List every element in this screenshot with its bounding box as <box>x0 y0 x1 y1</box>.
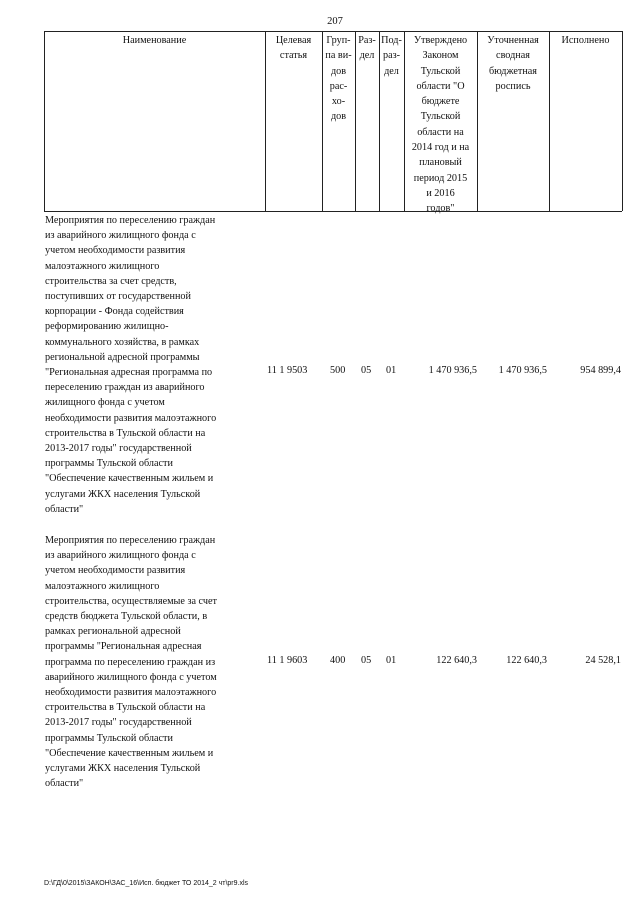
col-divider <box>549 31 550 211</box>
row-refined: 1 470 936,5 <box>498 365 547 376</box>
row-section: 05 <box>361 365 372 376</box>
row-subsection: 01 <box>386 655 397 666</box>
row-subsection: 01 <box>386 365 397 376</box>
footer-file-path: D:\ГД\0\2015\ЗАКОН\ЗАС_16\Исп. бюджет ТО 2014_2 чт\pr9.xls <box>44 880 249 887</box>
row-approved: 1 470 936,5 <box>428 365 477 376</box>
header-group: Груп- па ви- дов рас- хо- дов <box>325 35 352 123</box>
row-approved: 122 640,3 <box>436 655 477 666</box>
header-approved: Утверждено Законом Тульской области "О бюджете Тульской области на 2014 год и на плановый период 2015 и 2016 годов" <box>411 35 470 215</box>
header-refined: Уточненная сводная бюджетная роспись <box>487 35 539 92</box>
row-target: 11 1 9503 <box>267 365 308 376</box>
row-name: Мероприятия по переселению граждан из аварийного жилищного фонда с учетом необходимости развития малоэтажного жилищного строительства, осуществляемые за счет средств бюджета Тульской области, в рамках региональной адресной программы "Региональная адресная программа по переселению граждан из аварийного жилищного фонда с учетом необходимости развития малоэтажного строительства в Тульской области на 2013-2017 годы" государственной программы Тульской области "Обеспечение качественным жильем и услугами ЖКХ населения Тульской области" <box>45 535 217 790</box>
row-refined: 122 640,3 <box>506 655 547 666</box>
row-group: 400 <box>330 655 346 666</box>
header-bottom-rule <box>44 211 622 212</box>
row-target: 11 1 9603 <box>267 655 308 666</box>
header-target: Целевая статья <box>275 35 312 62</box>
page-number: 207 <box>327 16 343 27</box>
header-executed: Исполнено <box>561 35 610 46</box>
header-subsection: Под- раз- дел <box>381 35 402 77</box>
header-section: Раз- дел <box>358 35 376 62</box>
row-executed: 24 528,1 <box>585 655 621 666</box>
table-top-rule <box>44 31 622 32</box>
header-name: Наименование <box>122 35 187 46</box>
row-executed: 954 899,4 <box>580 365 621 376</box>
row-group: 500 <box>330 365 346 376</box>
col-divider <box>622 31 623 211</box>
col-divider <box>44 31 45 211</box>
row-name: Мероприятия по переселению граждан из аварийного жилищного фонда с учетом необходимости развития малоэтажного жилищного строительства за счет средств, поступивших от государственной корпорации - Фонда содействия реформированию жилищно- коммунального хозяйства, в рамках региональной адресной программы "Региональная адресная программа по переселению граждан из аварийного жилищного фонда с учетом необходимости развития малоэтажного строительства в Тульской области на 2013-2017 годы" государственной программы Тульской области "Обеспечение качественным жильем и услугами ЖКХ населения Тульской области" <box>45 215 217 515</box>
row-section: 05 <box>361 655 372 666</box>
